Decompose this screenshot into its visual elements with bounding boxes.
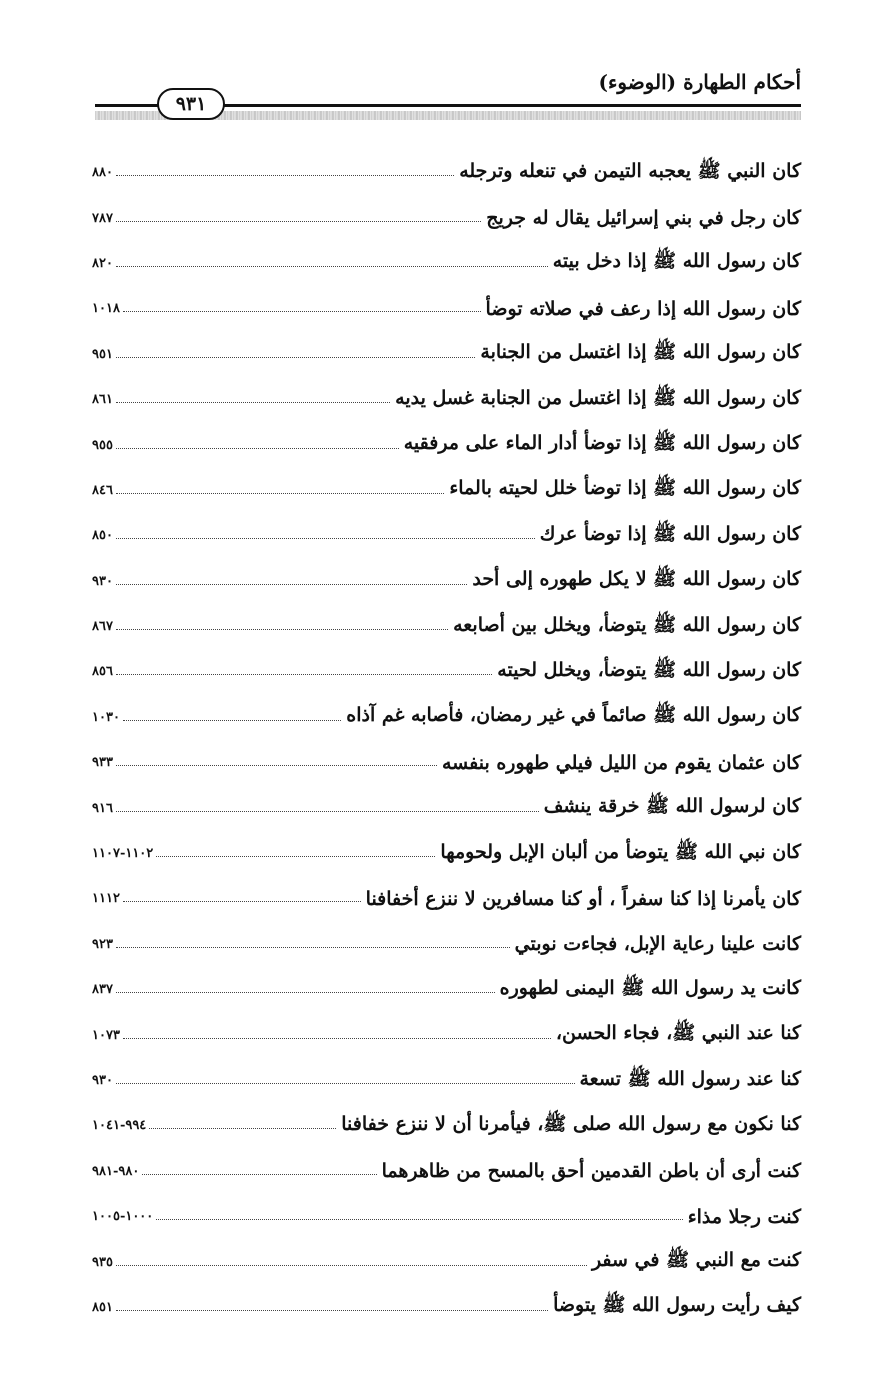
entry-text: كيف رأيت رسول الله ﷺ يتوضأ — [553, 1294, 801, 1317]
index-entries-list — [92, 150, 801, 1330]
entry-page-number: ٨٦٧ — [92, 619, 113, 635]
entry-text: كنا نكون مع رسول الله صلى ﷺ، فيأمرنا أن لا ننزع خفافنا — [341, 1112, 801, 1135]
dot-leader — [116, 584, 467, 585]
index-entry — [92, 1058, 801, 1103]
entry-page-number: ١١١٢ — [92, 891, 120, 907]
dot-leader — [116, 538, 535, 539]
entry-text: كان رسول الله ﷺ يتوضأ، ويخلل بين أصابعه — [453, 613, 801, 636]
index-entry — [92, 513, 801, 558]
dot-leader — [123, 1038, 551, 1039]
entry-text: كنت أرى أن باطن القدمين أحق بالمسح من ظاهرهما — [381, 1160, 801, 1183]
index-entry — [92, 876, 801, 921]
entry-text: كنا عند النبي ﷺ، فجاء الحسن، — [555, 1022, 801, 1045]
entry-page-number: ٩٥٥ — [92, 437, 113, 453]
entry-page-number: ٩٣٣ — [92, 755, 113, 771]
dot-leader — [116, 448, 399, 449]
entry-page-number: ٩٨٠-٩٨١ — [92, 1163, 140, 1179]
entry-page-number: ١٠٧٣ — [92, 1027, 120, 1043]
dot-leader — [142, 1174, 376, 1175]
entry-page-number: ٨٢٠ — [92, 255, 113, 271]
entry-page-number: ٩١٦ — [92, 800, 113, 816]
index-entry — [92, 967, 801, 1012]
entry-page-number: ٩٢٣ — [92, 936, 113, 952]
entry-text: كانت يد رسول الله ﷺ اليمنى لطهوره — [499, 976, 801, 999]
dot-leader — [116, 402, 390, 403]
entry-text: كان نبي الله ﷺ يتوضأ من ألبان الإبل ولحومها — [440, 840, 801, 863]
entry-text: كان رسول الله ﷺ إذا اغتسل من الجنابة — [480, 341, 801, 364]
entry-text: كان رجل في بني إسرائيل يقال له جريج — [486, 207, 801, 230]
entry-text: كان رسول الله ﷺ إذا دخل بيته — [552, 250, 801, 273]
index-entry — [92, 1194, 801, 1239]
entry-page-number: ٨٥٠ — [92, 528, 113, 544]
entry-page-number: ٩٩٤-١٠٤١ — [92, 1118, 147, 1134]
index-entry — [92, 695, 801, 740]
entry-page-number: ٨٨٠ — [92, 165, 113, 181]
index-entry — [92, 740, 801, 785]
index-entry — [92, 1285, 801, 1330]
dot-leader — [116, 674, 492, 675]
entry-text: كنت رجلا مذاء — [687, 1205, 801, 1228]
dot-leader — [116, 629, 448, 630]
dot-leader — [123, 901, 361, 902]
dot-leader — [156, 1219, 682, 1220]
entry-text: كنا عند رسول الله ﷺ تسعة — [579, 1067, 801, 1090]
dot-leader — [116, 357, 475, 358]
dot-leader — [116, 493, 444, 494]
entry-page-number: ٧٨٧ — [92, 210, 113, 226]
entry-text: كان رسول الله ﷺ إذا توضأ عرك — [539, 522, 801, 545]
entry-page-number: ٨٥١ — [92, 1299, 113, 1315]
index-entry — [92, 1012, 801, 1057]
entry-text: كان رسول الله ﷺ إذا اغتسل من الجنابة غسل يديه — [395, 386, 801, 409]
index-entry — [92, 559, 801, 604]
index-entry — [92, 922, 801, 967]
dot-leader — [116, 765, 437, 766]
dot-leader — [123, 720, 341, 721]
dot-leader — [149, 1128, 336, 1129]
entry-page-number: ٩٥١ — [92, 346, 113, 362]
entry-text: كان النبي ﷺ يعجبه التيمن في تنعله وترجله — [459, 159, 801, 182]
index-entry — [92, 377, 801, 422]
entry-page-number: ١٠٠٠-١٠٠٥ — [92, 1209, 154, 1225]
page-number-badge: ٩٣١ — [157, 88, 225, 120]
index-entry — [92, 241, 801, 286]
entry-text: كان لرسول الله ﷺ خرقة ينشف — [543, 795, 801, 818]
dot-leader — [116, 1083, 575, 1084]
entry-page-number: ٩٣٠ — [92, 1073, 113, 1088]
dot-leader — [116, 175, 454, 176]
index-entry — [92, 1103, 801, 1148]
index-entry — [92, 468, 801, 513]
index-entry — [92, 286, 801, 331]
dot-leader — [116, 992, 495, 993]
dot-leader — [116, 947, 510, 948]
index-entry — [92, 785, 801, 830]
entry-page-number: ١١٠٢-١١٠٧ — [92, 846, 154, 862]
index-entry — [92, 1239, 801, 1284]
index-entry — [92, 332, 801, 377]
index-entry — [92, 831, 801, 876]
index-entry — [92, 150, 801, 195]
entry-page-number: ٨٣٧ — [92, 982, 113, 998]
entry-page-number: ٨٤٦ — [92, 482, 113, 498]
entry-text: كان رسول الله ﷺ إذا توضأ أدار الماء على مرفقيه — [403, 432, 801, 455]
entry-text: كانت علينا رعاية الإبل، فجاءت نوبتي — [514, 933, 801, 956]
entry-page-number: ١٠١٨ — [92, 301, 120, 317]
dot-leader — [116, 266, 548, 267]
index-entry — [92, 422, 801, 467]
entry-text: كان رسول الله ﷺ يتوضأ، ويخلل لحيته — [497, 658, 801, 681]
entry-text: كان رسول الله ﷺ إذا توضأ خلل لحيته بالماء — [449, 477, 801, 500]
dot-leader — [116, 1310, 548, 1311]
entry-text: كان يأمرنا إذا كنا سفراً ، أو كنا مسافرين لا ننزع أخفافنا — [365, 887, 801, 910]
entry-page-number: ٩٣٠ — [92, 573, 113, 589]
index-entry — [92, 195, 801, 240]
dot-leader — [156, 856, 435, 857]
index-entry — [92, 604, 801, 649]
entry-text: كان عثمان يقوم من الليل فيلي طهوره بنفسه — [441, 751, 801, 774]
dot-leader — [116, 811, 539, 812]
entry-page-number: ٨٥٦ — [92, 664, 113, 680]
entry-text: كنت مع النبي ﷺ في سفر — [591, 1249, 801, 1272]
index-entry — [92, 649, 801, 694]
dot-leader — [116, 1265, 587, 1266]
dot-leader — [116, 221, 481, 222]
dot-leader — [123, 311, 481, 312]
index-entry — [92, 1149, 801, 1194]
entry-text: كان رسول الله إذا رعف في صلاته توضأ — [485, 297, 801, 320]
entry-page-number: ٩٣٥ — [92, 1254, 113, 1270]
entry-page-number: ١٠٣٠ — [92, 709, 120, 725]
entry-page-number: ٨٦١ — [92, 392, 113, 408]
running-header-title: أحكام الطهارة (الوضوء) — [598, 70, 801, 94]
entry-text: كان رسول الله ﷺ لا يكل طهوره إلى أحد — [472, 568, 801, 591]
entry-text: كان رسول الله ﷺ صائماً في غير رمضان، فأصابه غم آذاه — [346, 704, 801, 727]
